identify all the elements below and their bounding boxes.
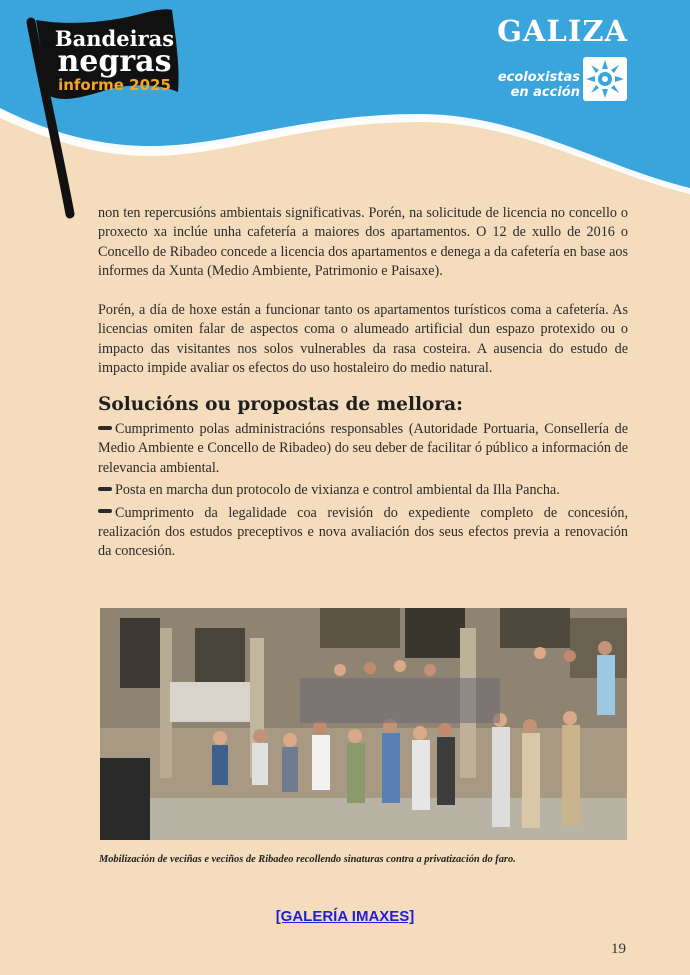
proposals-list [98,420,628,565]
dash-bullet-icon [98,487,112,491]
org-name [498,70,580,100]
paragraph-2: Porén, a día de hoxe están a funcionar tanto os apartamentos turísticos coma a cafetería. As licencias omiten falar de aspectos coma o alumeado artificial dun espazo protexido ou o impacto das visitantes nos solos vulnerables da rasa costeira. A ausencia do estudo de impacto impide avaliar os efectos do uso hostaleiro do medio natural. [98,302,628,377]
dash-bullet-icon [98,509,112,513]
list-item [98,420,628,478]
page-number: 19 [611,941,626,957]
org-name-line-1: ecoloxistas [497,70,580,85]
proposals-heading: Solucións ou propostas de mellora: [98,394,463,415]
report-logo [52,28,177,93]
photo-caption: Mobilización de veciñas e veciños de Ribadeo recollendo sinaturas contra a privatización do faro. [99,854,516,865]
logo-line-2: negras [57,44,172,79]
dash-bullet-icon [98,426,112,430]
logo-line-1: Bandeiras [54,26,175,51]
paragraph-1: non ten repercusións ambientais significativas. Porén, na solicitude de licencia no concello o proxecto xa inclúe unha cafetería a maiores dos apartamentos. O 12 de xullo de 2016 o Concello de Ribadeo concede a licencia dos apartamentos e denega a da cafetería en base aos informes da Xunta (Medio Ambiente, Patrimonio e Paisaxe). [98,205,628,280]
sun-logo-icon [583,57,627,101]
gallery-link[interactable]: [GALERÍA IMAXES] [275,908,415,925]
protest-photo [100,608,627,840]
region-title: GALIZA [497,14,628,48]
list-item-text: Posta en marcha dun protocolo de vixianza e control ambiental da Illa Pancha. [115,482,560,499]
list-item-text: Cumprimento polas administracións responsables (Autoridade Portuaria, Consellería de Medio Ambiente e Concello de Ribadeo) do seu deber de facilitar ó público a información de relevancia ambiental. [98,421,628,476]
logo-line-3: informe 2025 [58,76,171,94]
org-name-line-2: en acción [510,85,580,100]
list-item-text: Cumprimento da legalidade coa revisión do expediente completo de concesión, realización dos estudos preceptivos e nova avaliación dos seus efectos previa a renovación da concesión. [98,504,628,560]
list-item [98,481,628,500]
list-item [98,504,628,562]
